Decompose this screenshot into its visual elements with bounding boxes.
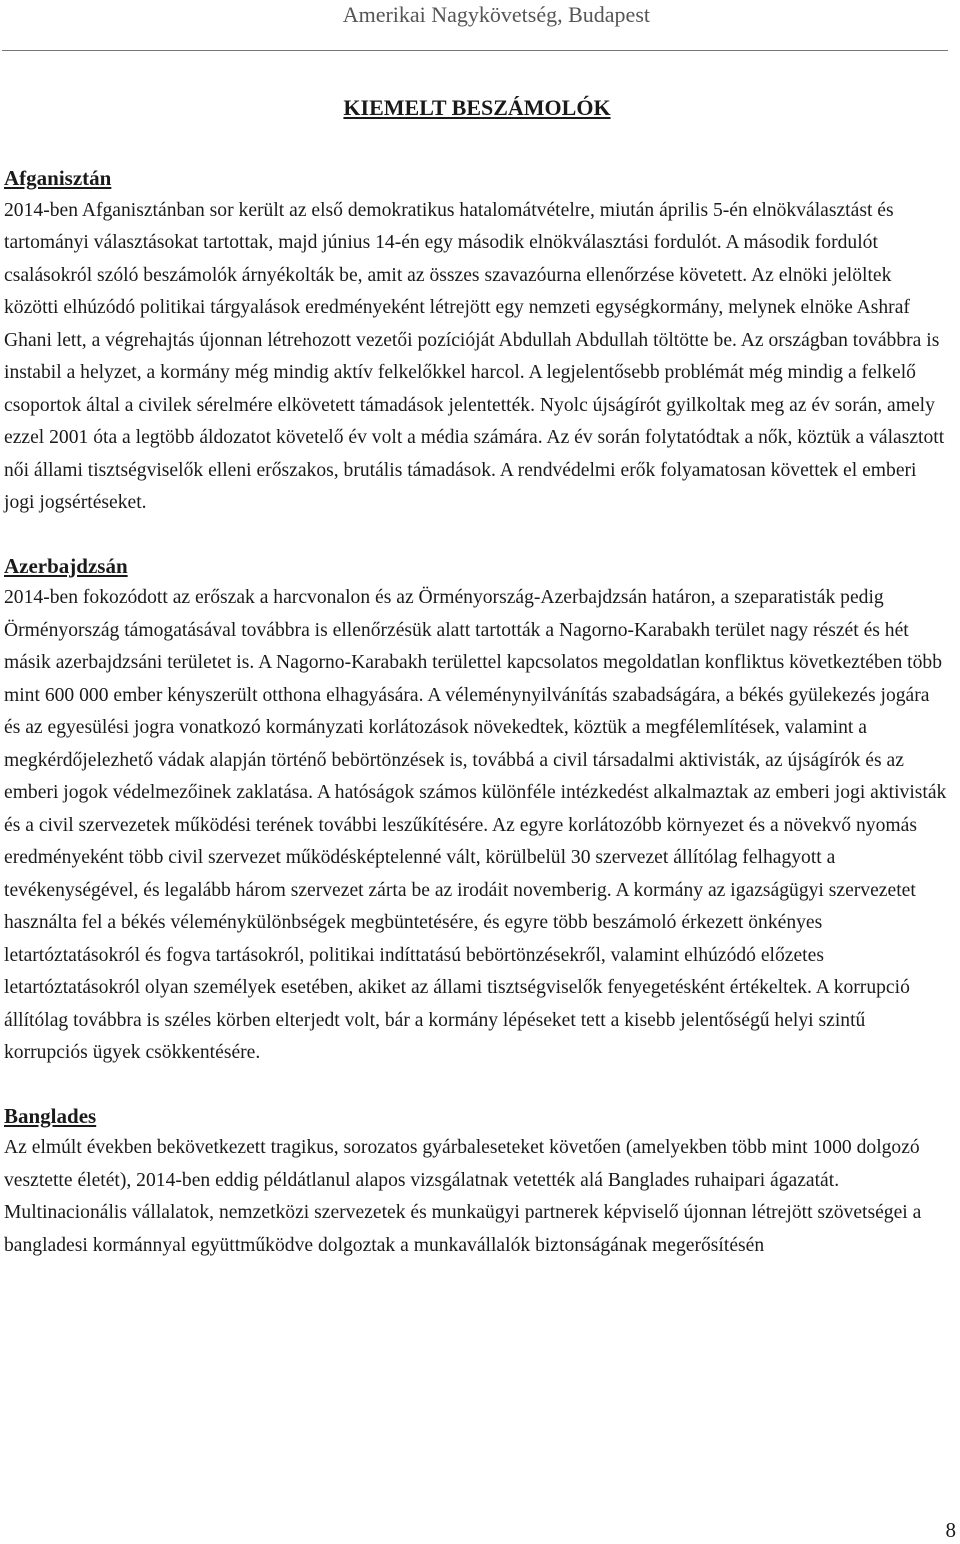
country-section-azerbaijan	[4, 550, 950, 1070]
country-text: Az elmúlt években bekövetkezett tragikus, sorozatos gyárbaleseteket követően (amelyekben több mint 1000 dolgozó vesztette életét), 2014-ben eddig példátlanul alapos vizsgálatnak vetették alá Banglades ruhaipari ágazatát. Multinacionális vállalatok, nemzetközi szervezetek és munkaügyi partnerek képviselő újonnan létrejött szövetségei a bangladesi kormánnyal együttműködve dolgoztak a munkavállalók biztonságának megerősítésén	[4, 1137, 922, 1256]
country-title: Azerbajdzsán	[4, 553, 128, 578]
header-title: Amerikai Nagykövetség, Budapest	[342, 2, 650, 27]
main-title: KIEMELT BESZÁMOLÓK	[343, 95, 611, 120]
country-section-bangladesh	[4, 1100, 950, 1263]
country-text: 2014-ben Afganisztánban sor került az első demokratikus hatalomátvételre, miután április 5-én elnökválasztást és tartományi választásokat tartottak, majd június 14-én egy második elnökválasztási fordulót. A második fordulót csalásokról szóló beszámolók árnyékolták be, amit az összes szavazóurna ellenőrzése követett. Az elnöki jelöltek közötti elhúzódó politikai tárgyalások eredményeként létrejött egy nemzeti egységkormány, melynek elnöke Ashraf Ghani lett, a végrehajtás újonnan létrehozott vezetői pozícióját Abdullah Abdullah töltötte be. Az országban továbbra is instabil a helyzet, a kormány még mindig aktív felkelőkkel harcol. A legjelentősebb problémát még mindig a felkelő csoportok által a civilek sérelmére elkövetett támadások jelentették. Nyolc újságírót gyilkoltak meg az év során, amely ezzel 2001 óta a legtöbb áldozatot követelő év volt a média számára. Az év során folytatódtak a nők, köztük a választott női állami tisztségviselők elleni erőszakos, brutális támadások. A rendvédelmi erők folyamatosan követtek el emberi jogi jogsértéseket.	[4, 199, 945, 513]
page-number: 8	[945, 1518, 956, 1542]
page-header	[0, 0, 960, 54]
country-title: Afganisztán	[4, 166, 112, 190]
country-title: Banglades	[4, 1103, 97, 1128]
header-divider	[2, 50, 948, 51]
country-section-afghanistan	[4, 162, 950, 520]
country-text: 2014-ben fokozódott az erőszak a harcvonalon és az Örményország-Azerbajdzsán határon, a szeparatisták pedig Örményország támogatásával továbbra is ellenőrzésük alatt tartották a Nagorno-Karabakh terület nagy részét és hét másik azerbajdzsáni területet is. A Nagorno-Karabakh területtel kapcsolatos megoldatlan konfliktus következtében több mint 600 000 ember kényszerült otthona elhagyására. A véleménynyilvánítás szabadságára, a békés gyülekezés jogára és az egyesülési jogra vonatkozó kormányzati korlátozások növekedtek, köztük a megfélemlítések, valamint a megkérdőjelezhető vádak alapján történő bebörtönzések is, továbbá a civil társadalmi aktivisták, az újságírók és az emberi jogok védelmezőinek zaklatása. A hatóságok számos különféle intézkedést alkalmaztak az emberi jogi aktivisták és a civil szervezetek működési terének további leszűkítésére. Az egyre korlátozóbb környezet és a növekvő nyomás eredményeként több civil szervezet működésképtelenné vált, körülbelül 30 szervezet állítólag felhagyott a tevékenységével, és legalább három szervezet zárta be az irodáit novemberig. A kormány az igazságügyi szervezetet használta fel a békés véleménykülönbségek megbüntetésére, és egyre több beszámoló érkezett önkényes letartóztatásokról és fogva tartásokról, politikai indíttatású bebörtönzésekről, valamint elhúzódó előzetes letartóztatásokról olyan személyek esetében, akiket az állami tisztségviselők fenyegetésként értékeltek. A korrupció állítólag továbbra is széles körben elterjedt volt, bár a kormány lépéseket tett a kisebb jelentőségű helyi szintű korrupciós ügyek csökkentésére.	[4, 587, 947, 1063]
document-body	[4, 92, 950, 1292]
